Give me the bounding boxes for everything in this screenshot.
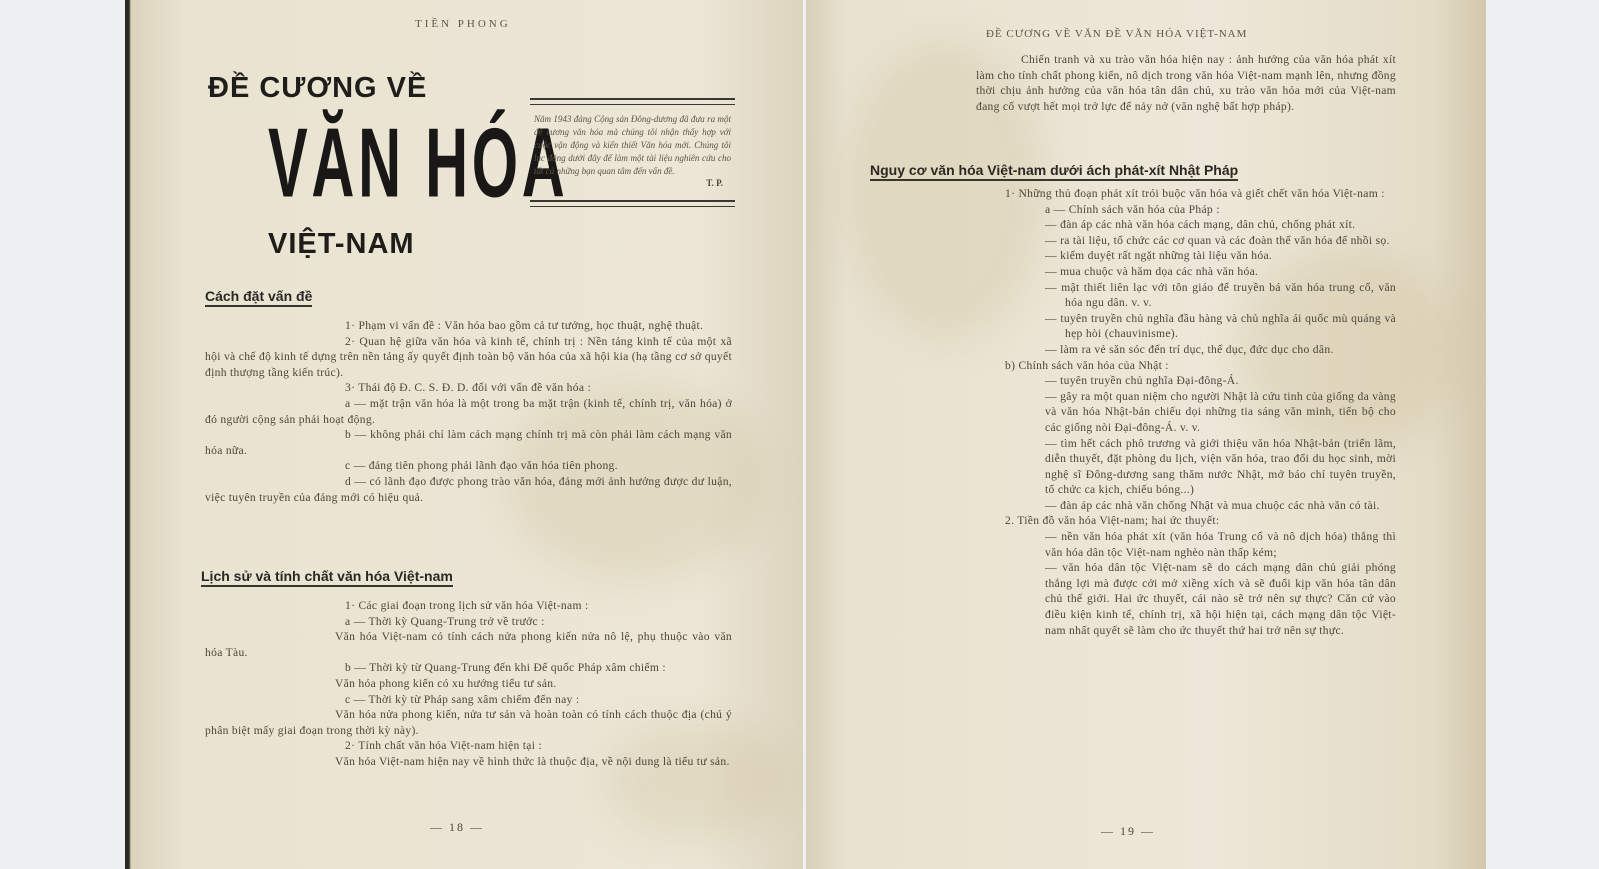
paragraph: a — Chính sách văn hóa của Pháp : — [1045, 202, 1220, 216]
divider — [530, 98, 735, 105]
paragraph: — làm ra vẻ săn sóc đến trí dục, thể dục, đức dục cho dân. — [1045, 342, 1334, 356]
title-line-1: ĐỀ CƯƠNG VỀ — [208, 72, 428, 104]
paragraph: 3· Thái độ Đ. C. S. Đ. D. đối với vấn đề văn hóa : — [345, 381, 592, 395]
paragraph: 1· Các giai đoạn trong lịch sử văn hóa Việt-nam : — [345, 599, 589, 612]
paragraph: c — Thời kỳ từ Pháp sang xâm chiếm đến nay : — [345, 692, 580, 706]
page-number: — 19 — — [1101, 824, 1155, 838]
paragraph: Văn hóa nửa phong kiến, nửa tư sản và hoàn toàn có tính cách thuộc địa (chú ý phân biệt mấy giai đoạn trong thời kỳ này). — [205, 708, 732, 737]
paragraph: — gây ra một quan niệm cho người Nhật là cứu tinh của giống da vàng và văn hóa Nhật-bản chiếu dọi những tia sáng văn minh, tiến bộ cho các giống nòi Đại-đông-Á. v. v. — [1045, 389, 1396, 434]
paragraph: — đàn áp các nhà văn hóa cách mạng, dân chủ, chống phát xít. — [1045, 218, 1356, 232]
paragraph: 2· Quan hệ giữa văn hóa và kinh tế, chính trị : Nền tảng kinh tế của một xã hội và chế độ kinh tế dựng trên nền tảng ấy quyết định toàn bộ văn hóa của xã hội kia (hạ tầng cơ sở quyết định thượng tầng kiến trúc). — [205, 334, 732, 379]
paragraph: — đàn áp các nhà văn chống Nhật và mua chuộc các nhà văn có tài. — [1045, 498, 1380, 512]
paragraph: 2. Tiền đồ văn hóa Việt-nam; hai ức thuyết: — [1005, 514, 1220, 528]
paragraph: — nền văn hóa phát xít (văn hóa Trung cổ và nô dịch hóa) thắng thì văn hóa dân tộc Việt-nam nghèo nàn thấp kém; — [1045, 530, 1396, 559]
paragraph: b) Chính sách văn hóa của Nhật : — [1005, 358, 1169, 372]
title-line-3: VIỆT-NAM — [268, 228, 415, 260]
paragraph: b — Thời kỳ từ Quang-Trung đến khi Đế quốc Pháp xâm chiếm : — [345, 661, 666, 675]
paragraph: — tuyên truyền chủ nghĩa Đại-đông-Á. — [1045, 374, 1239, 388]
editor-note-box — [530, 98, 735, 248]
section-body — [205, 318, 732, 505]
paragraph: Văn hóa Việt-nam hiện nay về hình thức là thuộc địa, về nội dung là tiểu tư sản. — [335, 754, 730, 768]
paragraph: — ra tài liệu, tổ chức các cơ quan và các đoàn thể văn hóa để nhồi sọ. — [1045, 233, 1390, 247]
editor-note: Năm 1943 đảng Cộng sản Đông-dương đã đưa ra một đề cương văn hóa mà chúng tôi nhận thấy hợp với cuộc vận động và kiến thiết Văn hóa mới. Chúng tôi lục đăng dưới đây để làm một tài liệu nghiên cứu cho tất cả những bạn quan tâm đến vấn đề. — [534, 114, 731, 176]
paragraph: 1· Phạm vi vấn đề : Văn hóa bao gồm cả tư tưởng, học thuật, nghệ thuật. — [345, 319, 704, 332]
editor-signature: T. P. — [706, 178, 723, 188]
paragraph: — văn hóa dân tộc Việt-nam sẽ do cách mạng dân chủ giải phóng thắng lợi mà được cởi mở xiềng xích và sẽ đuổi kịp văn hóa tân dân chủ thế giới. Hai ức thuyết, cái nào sẽ trở nên sự thực? Căn cứ vào điều kiện kinh tế, chính trị, xã hội hiện tại, cách mạng dân tộc Việt-nam nhất quyết sẽ làm cho ức thuyết thứ hai trở nên sự thực. — [1045, 561, 1396, 637]
page-number: — 18 — — [430, 820, 484, 834]
divider — [530, 200, 735, 207]
section-heading: Nguy cơ văn hóa Việt-nam dưới ách phát-xít Nhật Pháp — [870, 162, 1238, 181]
paragraph: b — không phải chỉ làm cách mạng chính trị mà còn phải làm cách mạng văn hóa nữa. — [205, 428, 732, 457]
paragraph: Văn hóa Việt-nam có tính cách nửa phong kiến nửa nô lệ, phụ thuộc vào văn hóa Tàu. — [205, 630, 732, 659]
section-heading: Lịch sử và tính chất văn hóa Việt-nam — [201, 568, 453, 587]
paragraph: 1· Những thủ đoạn phát xít trói buộc văn hóa và giết chết văn hóa Việt-nam : — [1005, 187, 1385, 200]
running-head: TIỀN PHONG — [415, 18, 511, 30]
paragraph: — kiểm duyệt rất ngặt những tài liệu văn hóa. — [1045, 249, 1273, 263]
title-line-2: VĂN HÓA — [268, 109, 569, 219]
section-heading: Cách đặt vấn đề — [205, 288, 312, 307]
paragraph: — mua chuộc và hăm dọa các nhà văn hóa. — [1045, 264, 1259, 278]
right-page — [806, 0, 1486, 869]
paragraph: — tìm hết cách phô trương và giới thiệu văn hóa Nhật-bản (triển lãm, diễn thuyết, đặt phòng du lịch, viện văn hóa, trao đổi du học sinh, mời nghệ sĩ Đông-dương sang thăm nước Nhật, mở báo chí tuyên truyền, tổ chức ca kịch, chiếu bóng...) — [1045, 436, 1396, 497]
paragraph: 2· Tính chất văn hóa Việt-nam hiện tại : — [345, 739, 542, 753]
paragraph: — mật thiết liên lạc với tôn giáo để truyền bá văn hóa trung cổ, văn hóa ngu dân. v. v. — [1045, 280, 1396, 310]
paragraph: Văn hóa phong kiến có xu hướng tiểu tư sản. — [335, 676, 557, 690]
section-body — [870, 186, 1396, 638]
paragraph: — tuyên truyền chủ nghĩa đầu hàng và chủ nghĩa ái quốc mù quáng và hẹp hòi (chauvinisme). — [1045, 311, 1396, 341]
left-page — [125, 0, 803, 869]
paragraph: c — đảng tiên phong phải lãnh đạo văn hóa tiên phong. — [345, 459, 618, 473]
paragraph: a — mặt trận văn hóa là một trong ba mặt trận (kinh tế, chính trị, văn hóa) ở đó người cộng sản phải hoạt động. — [205, 396, 732, 426]
section-body — [205, 598, 732, 770]
running-head: ĐỀ CƯƠNG VỀ VĂN ĐỀ VĂN HÓA VIỆT-NAM — [986, 28, 1248, 40]
paragraph: a — Thời kỳ Quang-Trung trở về trước : — [345, 614, 545, 628]
paragraph: d — có lãnh đạo được phong trào văn hóa, đảng mới ảnh hưởng được dư luận, việc tuyên truyền của đảng mới có hiệu quả. — [205, 474, 732, 504]
intro-paragraph: Chiến tranh và xu trào văn hóa hiện nay : ảnh hưởng của văn hóa phát xít làm cho tính chất phong kiến, nô dịch trong văn hóa Việt-nam mạnh lên, nhưng đồng thời chịu ảnh hưởng của văn hóa tân dân chủ, xu trào văn hóa mới của Việt-nam đang cố vượt hết mọi trở lực để nảy nở (văn nghệ bất hợp pháp). — [976, 53, 1396, 113]
